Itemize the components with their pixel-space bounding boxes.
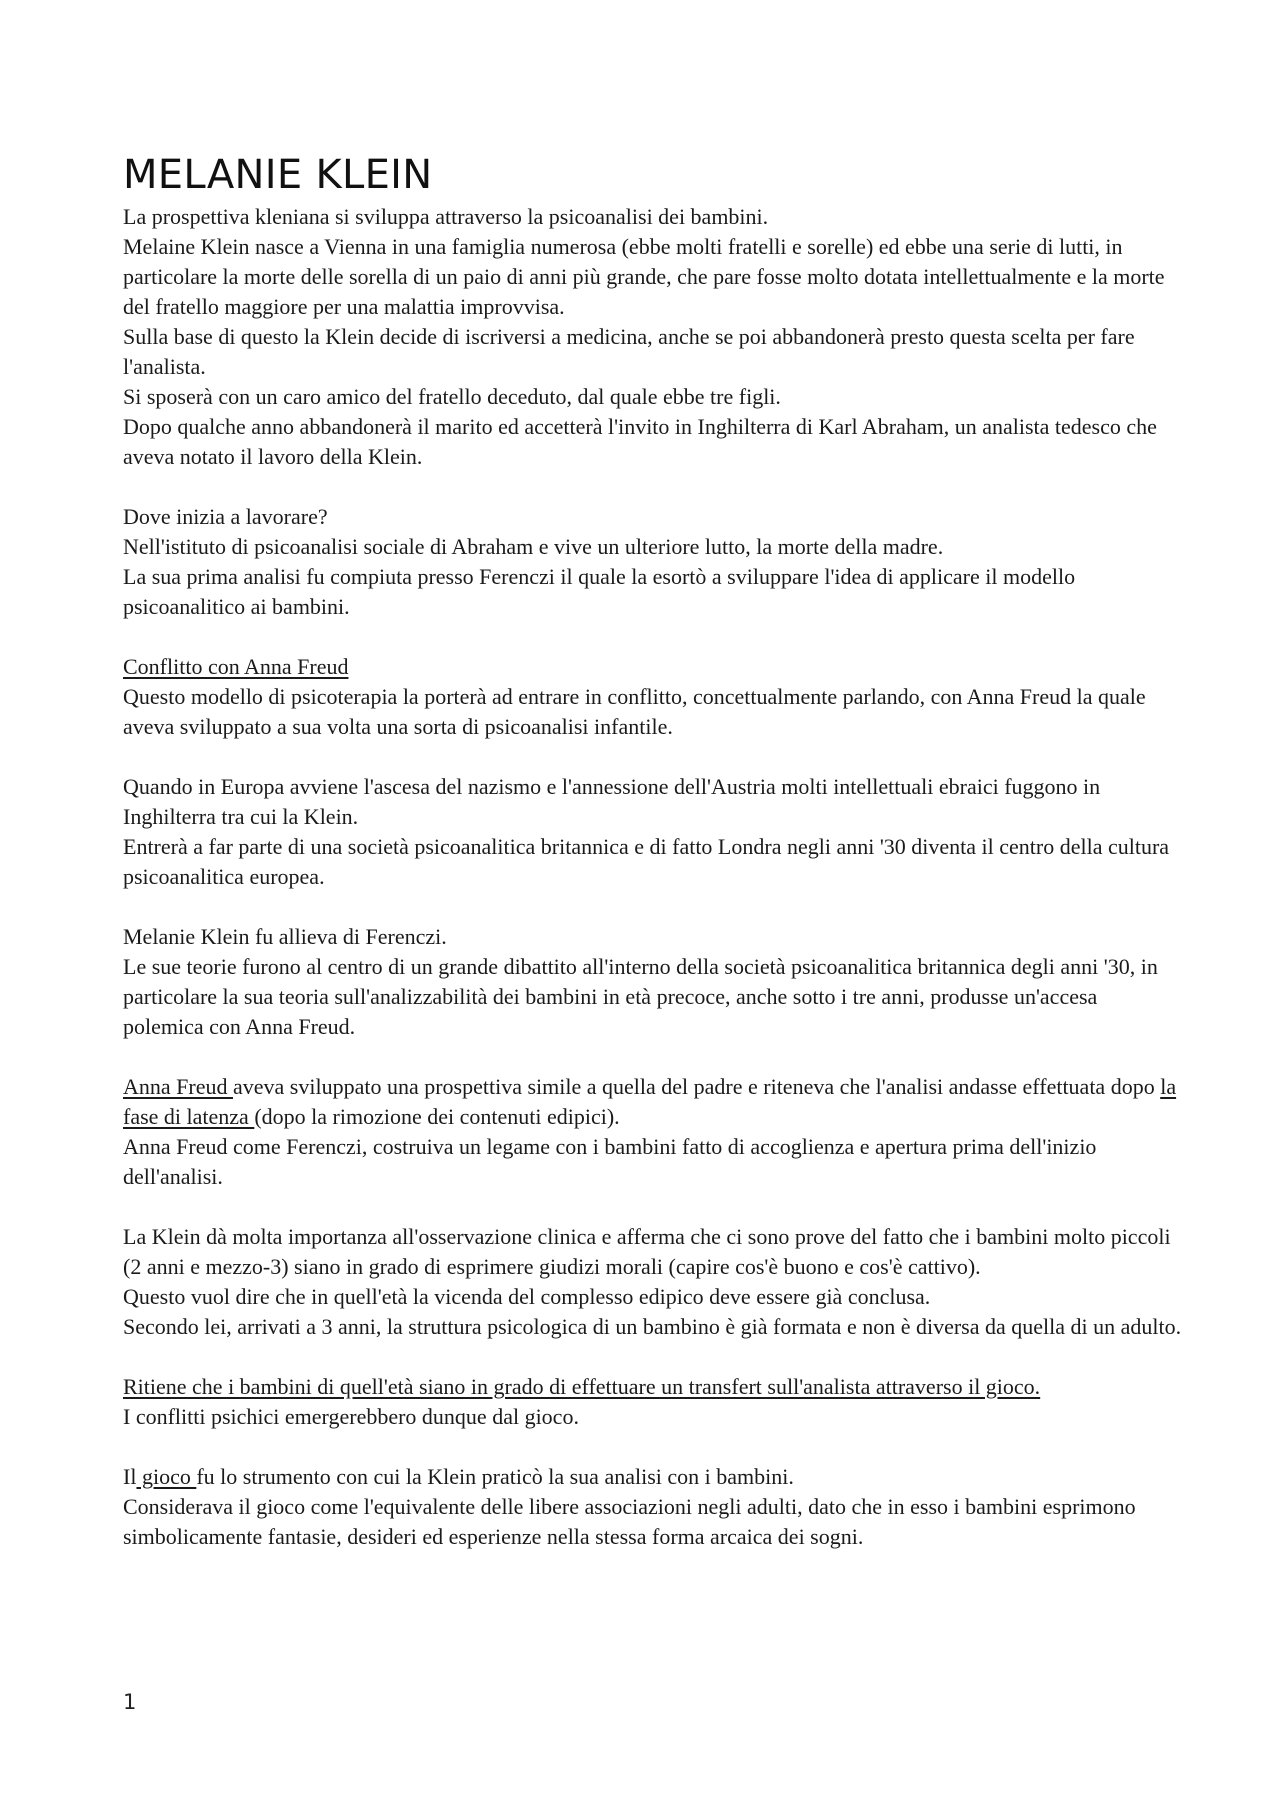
paragraph: Anna Freud come Ferenczi, costruiva un legame con i bambini fatto di accoglienza e apertura prima dell'inizio dell'analisi.: [123, 1134, 1097, 1189]
paragraph-gap: [123, 1342, 1183, 1372]
conflict-heading: Conflitto con Anna Freud: [123, 654, 349, 679]
paragraph: Le sue teorie furono al centro di un grande dibattito all'interno della società psicoanalitica britannica degli anni '30, in particolare la sua teoria sull'analizzabilità dei bambini in età precoce, anche sotto i tre anni, produsse un'accesa polemica con Anna Freud.: [123, 954, 1158, 1039]
page-number: 1: [123, 1690, 137, 1714]
paragraph: Melanie Klein fu allieva di Ferenczi.: [123, 924, 447, 949]
paragraph-gap: [123, 472, 1183, 502]
paragraph: La sua prima analisi fu compiuta presso Ferenczi il quale la esortò a sviluppare l'idea di applicare il modello psicoanalitico ai bambini.: [123, 564, 1076, 619]
paragraph-gap: [123, 1192, 1183, 1222]
paragraph-gap: [123, 1432, 1183, 1462]
paragraph: Nell'istituto di psicoanalisi sociale di Abraham e vive un ulteriore lutto, la morte della madre.: [123, 534, 944, 559]
document-title: MELANIE KLEIN: [123, 152, 433, 198]
game-suffix: fu lo strumento con cui la Klein praticò la sua analisi con i bambini.: [196, 1464, 794, 1489]
paragraph: Quando in Europa avviene l'ascesa del nazismo e l'annessione dell'Austria molti intellettuali ebraici fuggono in Inghilterra tra cui la Klein.: [123, 774, 1101, 829]
paragraph: [123, 1462, 1183, 1492]
paragraph: Si sposerà con un caro amico del fratello deceduto, dal quale ebbe tre figli.: [123, 384, 781, 409]
paragraph: Melaine Klein nasce a Vienna in una famiglia numerosa (ebbe molti fratelli e sorelle) ed ebbe una serie di lutti, in particolare la morte delle sorella di un paio di anni più grande, che pare fosse molto dotata intellettualmente e la morte del fratello maggiore per una malattia improvvisa.: [123, 234, 1165, 319]
anna-freud-underlined: Anna Freud: [123, 1074, 233, 1099]
game-prefix: Il: [123, 1464, 137, 1489]
paragraph: Secondo lei, arrivati a 3 anni, la struttura psicologica di un bambino è già formata e non è diversa da quella di un adulto.: [123, 1314, 1182, 1339]
paragraph-gap: [123, 1042, 1183, 1072]
paragraph: La Klein dà molta importanza all'osservazione clinica e afferma che ci sono prove del fatto che i bambini molto piccoli (2 anni e mezzo-3) siano in grado di esprimere giudizi morali (capire cos'è buono e cos'è cattivo).: [123, 1224, 1171, 1279]
paragraph: [123, 1372, 1183, 1402]
paragraph: La prospettiva kleniana si sviluppa attraverso la psicoanalisi dei bambini.: [123, 204, 769, 229]
paragraph: Sulla base di questo la Klein decide di iscriversi a medicina, anche se poi abbandonerà presto questa scelta per fare l'analista.: [123, 324, 1135, 379]
anna-freud-text: aveva sviluppato una prospettiva simile a quella del padre e riteneva che l'analisi andasse effettuata dopo: [232, 1074, 1161, 1099]
paragraph-gap: [123, 622, 1183, 652]
question-line: Dove inizia a lavorare?: [123, 504, 328, 529]
document-body: [123, 150, 1183, 1552]
section-heading: [123, 652, 1183, 682]
anna-freud-text-end: (dopo la rimozione dei contenuti edipici).: [254, 1104, 620, 1129]
paragraph: Dopo qualche anno abbandonerà il marito ed accetterà l'invito in Inghilterra di Karl Abraham, un analista tedesco che aveva notato il lavoro della Klein.: [123, 414, 1157, 469]
paragraph: Entrerà a far parte di una società psicoanalitica britannica e di fatto Londra negli anni '30 diventa il centro della cultura psicoanalitica europea.: [123, 834, 1170, 889]
transfert-underlined: Ritiene che i bambini di quell'età siano in grado di effettuare un transfert sull'analista attraverso il gioco.: [123, 1374, 1041, 1399]
latency-phase-underlined: la fase di latenza: [123, 1074, 1177, 1129]
paragraph: Questo vuol dire che in quell'età la vicenda del complesso edipico deve essere già conclusa.: [123, 1284, 931, 1309]
paragraph: Considerava il gioco come l'equivalente delle libere associazioni negli adulti, dato che in esso i bambini esprimono simbolicamente fantasie, desideri ed esperienze nella stessa forma arcaica dei sogni.: [123, 1494, 1136, 1549]
paragraph-gap: [123, 892, 1183, 922]
paragraph-gap: [123, 742, 1183, 772]
paragraph: [123, 1072, 1183, 1132]
paragraph: I conflitti psichici emergerebbero dunque dal gioco.: [123, 1404, 579, 1429]
game-underlined: gioco: [136, 1464, 197, 1489]
paragraph: Questo modello di psicoterapia la porterà ad entrare in conflitto, concettualmente parlando, con Anna Freud la quale aveva sviluppato a sua volta una sorta di psicoanalisi infantile.: [123, 684, 1146, 739]
